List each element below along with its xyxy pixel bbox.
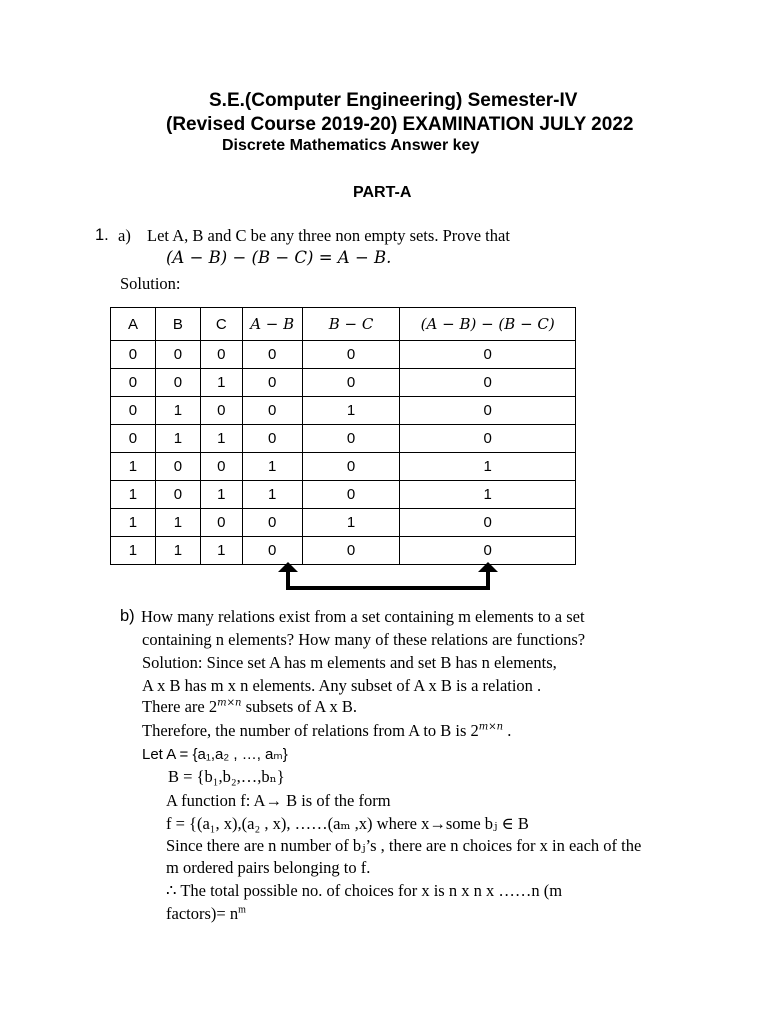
table-row: [111, 341, 576, 369]
q1b-line-3: Solution: Since set A has m elements and set B has n elements,: [142, 653, 557, 672]
header-cell: B − C: [302, 308, 400, 341]
table-cell: 1: [155, 425, 200, 453]
table-cell: 0: [242, 537, 302, 565]
table-cell: 0: [242, 509, 302, 537]
text-run: subsets of A x B.: [241, 697, 357, 716]
truth-table: [110, 307, 576, 565]
table-cell: 1: [111, 537, 156, 565]
table-cell: 1: [200, 369, 242, 397]
q1a-text: Let A, B and C be any three non empty sets. Prove that: [147, 226, 510, 245]
q1b-line-5: [142, 697, 357, 717]
table-cell: 0: [155, 481, 200, 509]
table-cell: 0: [200, 341, 242, 369]
q1b-label: b): [120, 607, 135, 625]
table-cell: 0: [155, 341, 200, 369]
exponent: m×n: [478, 721, 504, 733]
table-cell: 0: [200, 397, 242, 425]
table-cell: 1: [200, 537, 242, 565]
title-line-3: Discrete Mathematics Answer key: [222, 137, 480, 154]
table-cell: 1: [400, 453, 576, 481]
q1b-line-14: [166, 904, 246, 924]
table-row: [111, 397, 576, 425]
header-cell: A − B: [242, 308, 302, 341]
table-cell: 1: [242, 481, 302, 509]
q1b-line-9: A function f: A→ B is of the form: [166, 791, 391, 810]
table-row: [111, 453, 576, 481]
table-cell: 0: [400, 509, 576, 537]
q1b-line-1: How many relations exist from a set containing m elements to a set: [141, 607, 585, 626]
table-cell: 0: [302, 537, 400, 565]
table-cell: 0: [200, 453, 242, 481]
table-cell: 1: [111, 453, 156, 481]
title-line-1: S.E.(Computer Engineering) Semester-IV: [209, 90, 578, 111]
table-row: [111, 481, 576, 509]
q1b-line-12: m ordered pairs belonging to f.: [166, 858, 371, 877]
table-cell: 0: [302, 369, 400, 397]
table-cell: 0: [200, 509, 242, 537]
q1b-line-6: [142, 721, 511, 741]
table-cell: 1: [400, 481, 576, 509]
table-cell: 1: [200, 481, 242, 509]
table-cell: 1: [302, 509, 400, 537]
exponent: m×n: [217, 697, 242, 709]
table-cell: 0: [302, 481, 400, 509]
table-cell: 0: [242, 369, 302, 397]
q1b-line-7: Let A = {a₁,a₂ , …, aₘ}: [142, 746, 288, 763]
q1b-line-2: containing n elements? How many of these relations are functions?: [142, 630, 586, 649]
text-run: There are 2: [142, 697, 218, 716]
table-row: [111, 509, 576, 537]
table-cell: 1: [155, 537, 200, 565]
table-cell: 1: [155, 397, 200, 425]
table-cell: 0: [242, 425, 302, 453]
text-run: .: [503, 721, 512, 740]
table-cell: 1: [155, 509, 200, 537]
question-number: 1.: [95, 226, 109, 244]
text-run: Therefore, the number of relations from A to B is 2: [142, 721, 479, 740]
table-row: [111, 369, 576, 397]
table-cell: 0: [155, 453, 200, 481]
q1b-line-13: ∴ The total possible no. of choices for x is n x n x ……n (m: [166, 881, 563, 900]
table-cell: 0: [400, 341, 576, 369]
q1b-line-10: f = {(a₁, x),(a₂ , x), ……(aₘ ,x) where x→some bⱼ ∈ B: [166, 814, 529, 833]
table-cell: 1: [302, 397, 400, 425]
table-cell: 0: [111, 397, 156, 425]
table-cell: 0: [242, 341, 302, 369]
header-cell: (A − B) − (B − C): [400, 308, 576, 341]
q1b-line-8: B = {b₁,b₂,…,bₙ}: [168, 767, 285, 786]
table-cell: 0: [400, 369, 576, 397]
table-cell: 0: [111, 369, 156, 397]
header-cell: A: [111, 308, 156, 341]
header-cell: C: [200, 308, 242, 341]
table-cell: 0: [302, 341, 400, 369]
q1b-line-4: A x B has m x n elements. Any subset of A x B is a relation .: [142, 676, 542, 695]
table-cell: 1: [242, 453, 302, 481]
table-cell: 0: [302, 425, 400, 453]
table-cell: 0: [155, 369, 200, 397]
table-cell: 0: [111, 425, 156, 453]
solution-label: Solution:: [120, 274, 181, 293]
table-cell: 0: [400, 397, 576, 425]
q1b-line-11: Since there are n number of bⱼ’s , there are n choices for x in each of the: [166, 836, 642, 855]
table-cell: 1: [200, 425, 242, 453]
text-run: factors)= n: [166, 904, 239, 923]
double-arrow-icon: [270, 560, 510, 596]
table-header-row: [111, 308, 576, 341]
table-cell: 0: [400, 425, 576, 453]
table-cell: 0: [242, 397, 302, 425]
q1a-formula: (A − B) − (B − C) = A − B.: [166, 248, 392, 267]
exponent: m: [238, 904, 246, 916]
table-cell: 0: [400, 537, 576, 565]
title-line-2: (Revised Course 2019-20) EXAMINATION JULY 2022: [166, 114, 634, 135]
q1a-label: a): [118, 226, 131, 245]
table-cell: 1: [111, 481, 156, 509]
table-cell: 0: [302, 453, 400, 481]
table-cell: 0: [111, 341, 156, 369]
column-equality-arrow: [270, 560, 510, 596]
header-cell: B: [155, 308, 200, 341]
part-heading: PART-A: [353, 184, 412, 201]
table-cell: 1: [111, 509, 156, 537]
table-row: [111, 425, 576, 453]
